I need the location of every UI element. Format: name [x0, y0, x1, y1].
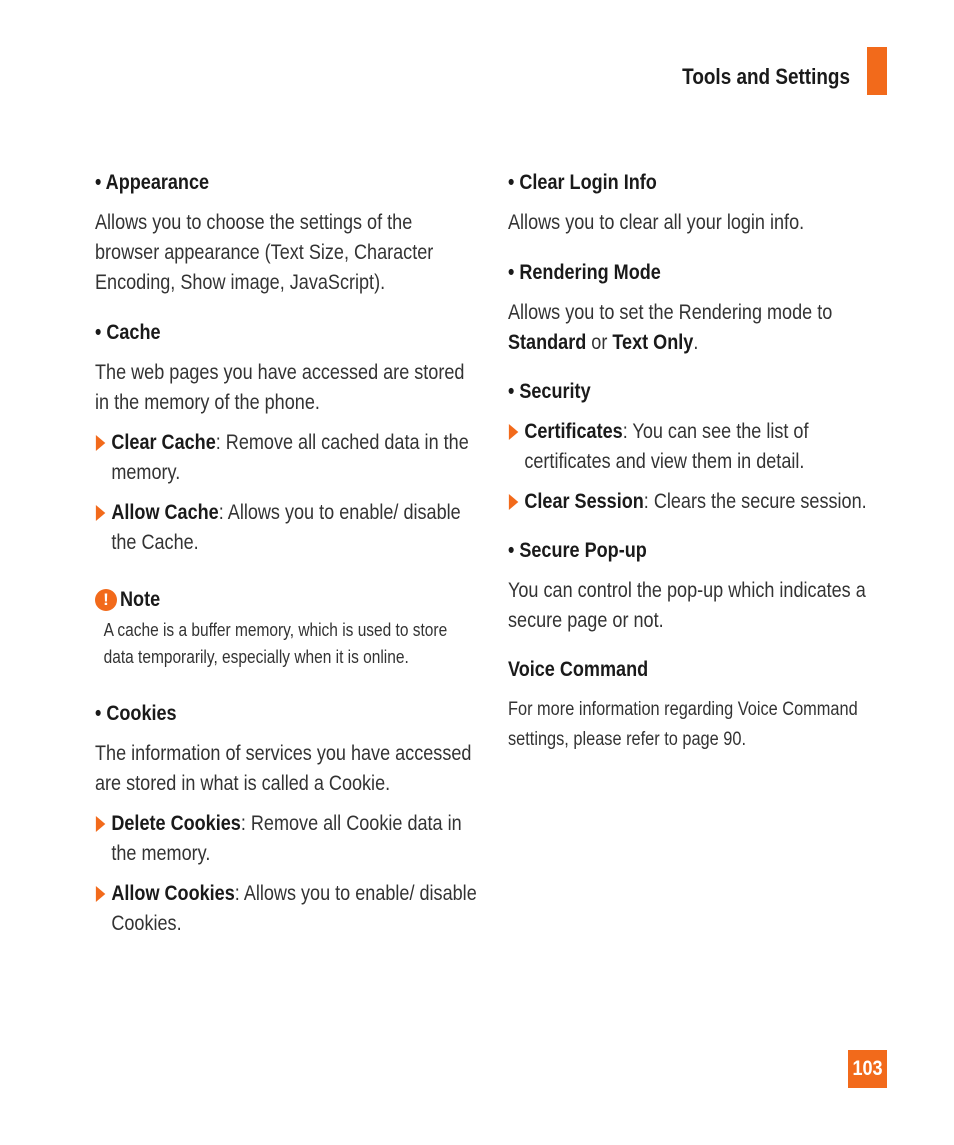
page-number	[848, 1050, 887, 1088]
note-text: A cache is a buffer memory, which is used to store data temporarily, especially when it is online.	[103, 620, 448, 667]
cookies-text: The information of services you have accessed are stored in what is called a Cookie.	[95, 742, 472, 795]
bullet-arrow-icon	[509, 424, 518, 440]
rendering-text-end: .	[693, 331, 699, 354]
clear-cache-label: Clear Cache	[111, 431, 216, 454]
rendering-text-mid: or	[586, 331, 613, 354]
certificates-item	[508, 417, 887, 477]
clear-login-heading: • Clear Login Info	[508, 171, 657, 194]
secure-popup-text: You can control the pop-up which indicates a secure page or not.	[508, 579, 866, 632]
clear-cache-desc: : Remove all cached data in the memory.	[111, 431, 469, 484]
cache-text: The web pages you have accessed are stored in the memory of the phone.	[95, 361, 465, 414]
appearance-heading: • Appearance	[95, 171, 210, 194]
rendering-heading: • Rendering Mode	[508, 261, 661, 284]
page-header-title: Tools and Settings	[682, 64, 850, 89]
voice-command-heading: Voice Command	[508, 658, 649, 681]
security-heading: • Security	[508, 380, 591, 403]
certificates-desc: : You can see the list of certificates and view them in detail.	[524, 420, 809, 473]
bullet-arrow-icon	[509, 494, 518, 510]
rendering-text	[508, 298, 887, 358]
rendering-option-standard: Standard	[508, 331, 587, 354]
clear-cache-item	[95, 428, 479, 488]
allow-cookies-label: Allow Cookies	[111, 882, 235, 905]
clear-session-label: Clear Session	[524, 490, 644, 513]
cookies-heading: • Cookies	[95, 702, 177, 725]
page-number-text: 103	[852, 1057, 883, 1080]
secure-popup-heading: • Secure Pop-up	[508, 539, 647, 562]
allow-cookies-item	[95, 879, 479, 939]
certificates-label: Certificates	[524, 420, 623, 443]
bullet-arrow-icon	[96, 505, 105, 521]
appearance-text: Allows you to choose the settings of the browser appearance (Text Size, Character Encoding, Show image, JavaScript).	[95, 211, 434, 294]
delete-cookies-item	[95, 809, 479, 869]
clear-session-desc: : Clears the secure session.	[643, 490, 867, 513]
clear-login-text: Allows you to clear all your login info.	[508, 211, 805, 234]
bullet-arrow-icon	[96, 816, 105, 832]
allow-cache-item	[95, 498, 479, 558]
rendering-text-pre: Allows you to set the Rendering mode to	[508, 301, 833, 324]
delete-cookies-desc: : Remove all Cookie data in the memory.	[111, 812, 462, 865]
note-header	[95, 585, 480, 615]
cache-heading: • Cache	[95, 321, 161, 344]
delete-cookies-label: Delete Cookies	[111, 812, 241, 835]
rendering-option-text-only: Text Only	[612, 331, 694, 354]
bullet-arrow-icon	[96, 886, 105, 902]
allow-cookies-desc: : Allows you to enable/ disable Cookies.	[111, 882, 477, 935]
right-column	[508, 168, 888, 755]
left-column	[95, 168, 480, 939]
note-title: Note	[120, 588, 161, 611]
warning-icon: !	[95, 589, 117, 611]
clear-session-item	[508, 487, 887, 517]
header-accent-bar	[867, 47, 887, 95]
allow-cache-desc: : Allows you to enable/ disable the Cache.	[111, 501, 461, 554]
allow-cache-label: Allow Cache	[111, 501, 219, 524]
voice-command-text: For more information regarding Voice Command settings, please refer to page 90.	[508, 699, 858, 750]
bullet-arrow-icon	[96, 435, 105, 451]
